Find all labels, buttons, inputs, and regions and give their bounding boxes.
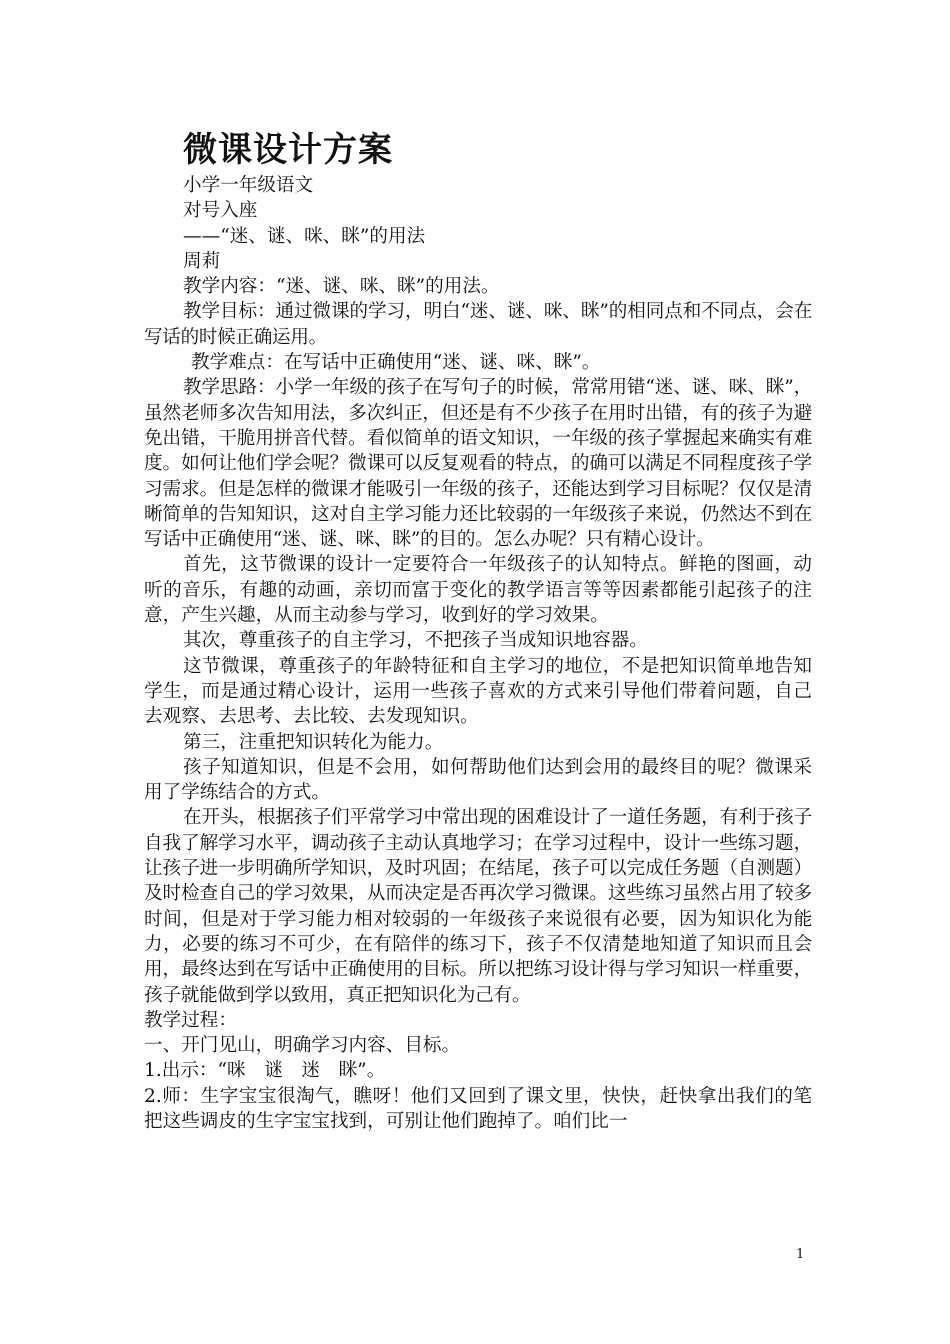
teaching-goal: 教学目标：通过微课的学习，明白“迷、谜、咪、眯”的相同点和不同点，会在写话的时候正确运用。 [144, 301, 812, 348]
step-one-heading: 一、开门见山，明确学习内容、目标。 [144, 1035, 461, 1057]
teaching-difficulty: 教学难点：在写话中正确使用“迷、谜、咪、眯”。 [191, 352, 601, 374]
step-one-item-2: 2.师：生字宝宝很淘气，瞧呀！他们又回到了课文里，快快，赶快拿出我们的笔把这些调皮的生字宝宝找到，可别让他们跑掉了。咱们比一 [144, 1085, 812, 1132]
topic-line: ——“迷、谜、咪、眯”的用法 [183, 225, 426, 247]
paragraph-third: 第三，注重把知识转化为能力。 [183, 731, 444, 753]
author-line: 周莉 [183, 250, 221, 272]
paragraph-practice: 在开头，根据孩子们平常学习中常出现的困难设计了一道任务题，有利于孩子自我了解学习水平，调动孩子主动认真地学习；在学习过程中，设计一些练习题，让孩子进一步明确所学知识，及时巩固；在结尾，孩子可以完成任务题（自测题）及时检查自己的学习效果，从而决定是否再次学习微课。这些练习虽然占用了较多时间，但是对于学习能力相对较弱的一年级孩子来说很有必要，因为知识化为能力，必要的练习不可少，在有陪伴的练习下，孩子不仅清楚地知道了知识而且会用，最终达到在写话中正确使用的目标。所以把练习设计得与学习知识一样重要，孩子就能做到学以致用，真正把知识化为己有。 [144, 807, 812, 1006]
teaching-idea: 教学思路：小学一年级的孩子在写句子的时候，常常用错“迷、谜、咪、眯”，虽然老师多次告知用法，多次纠正，但还是有不少孩子在用时出错，有的孩子为避免出错，干脆用拼音代替。看似简单的语文知识，一年级的孩子掌握起来确实有难度。如何让他们学会呢？微课可以反复观看的特点，的确可以满足不同程度孩子学习需求。但是怎样的微课才能吸引一年级的孩子，还能达到学习目标呢？仅仅是清晰简单的告知知识，这对自主学习能力还比较弱的一年级孩子来说，仍然达不到在写话中正确使用“迷、谜、咪、眯”的目的。怎么办呢？只有精心设计。 [144, 377, 812, 551]
process-heading: 教学过程： [144, 1009, 237, 1031]
paragraph-third-detail: 孩子知道知识，但是不会用，如何帮助他们达到会用的最终目的呢？微课采用了学练结合的方式。 [144, 756, 812, 804]
paragraph-second-detail: 这节微课，尊重孩子的年龄特征和自主学习的地位，不是把知识简单地告知学生，而是通过精心设计，运用一些孩子喜欢的方式来引导他们带着问题，自己去观察、去思考、去比较、去发现知识。 [144, 655, 812, 728]
document-body [144, 173, 812, 1134]
subject-line: 小学一年级语文 [183, 175, 314, 196]
page-number: 1 [796, 1247, 805, 1262]
paragraph-first: 首先，这节微课的设计一定要符合一年级孩子的认知特点。鲜艳的图画，动听的音乐，有趣的动画，亲切而富于变化的教学语言等等因素都能引起孩子的注意，产生兴趣，从而主动参与学习，收到好的学习效果。 [144, 554, 812, 627]
step-one-item-1: 1.出示：“咪 谜 迷 眯”。 [144, 1060, 386, 1082]
lesson-title: 对号入座 [183, 200, 258, 222]
teaching-content: 教学内容：“迷、谜、咪、眯”的用法。 [183, 276, 500, 298]
document-title: 微课设计方案 [183, 130, 393, 170]
paragraph-second: 其次，尊重孩子的自主学习，不把孩子当成知识地容器。 [183, 630, 648, 652]
